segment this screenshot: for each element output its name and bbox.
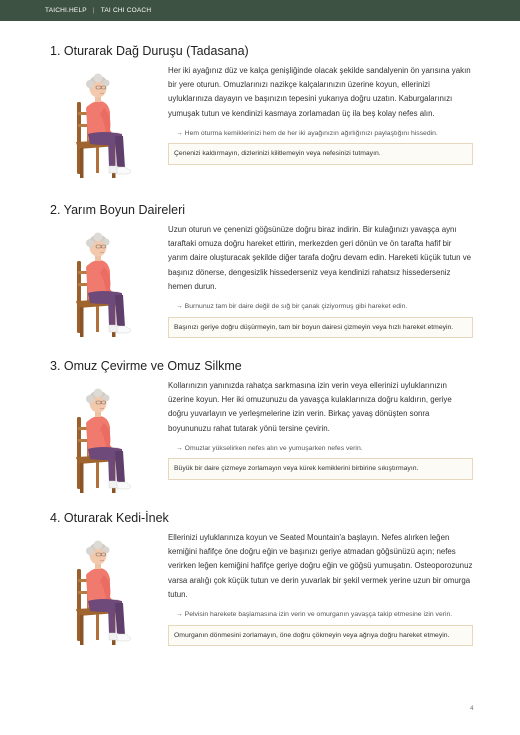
exercise-title: 1. Oturarak Dağ Duruşu (Tadasana): [50, 44, 249, 58]
exercise-description: Kollarınızın yanınızda rahatça sarkmasına izin verin veya ellerinizi uyluklarınızın üzerine koyun. Her iki omuzunuzu da yavaşça kulaklarınıza doğru kaldırın, geriye doğru yuvarlayın ve yerleşmelerine izin verin. Birkaç yavaş dönüşten sonra boyununuzu rahat tutarak yönü tersine çevirin.: [168, 381, 452, 433]
header-section-label: TAI CHI COACH: [100, 7, 152, 14]
header-separator: |: [92, 7, 95, 14]
exercise-content: [168, 223, 473, 338]
top-header-bar: [0, 0, 520, 21]
exercise-tip: → Burnunuz tam bir daire değil de sığ bir çanak çiziyormuş gibi hareket edin.: [176, 303, 408, 311]
exercise-tip: → Hem oturma kemiklerinizi hem de her iki ayağınızın ağırlığınızı paylaştığını hissedin.: [176, 129, 438, 137]
exercise-title: 2. Yarım Boyun Daireleri: [50, 203, 186, 217]
exercise-description: Uzun oturun ve çenenizi göğsünüze doğru biraz indirin. Bir kulağınızı yavaşça aynı taraftaki omuza doğru hareket ettirin, merkezden geri dönün ve ön tarafta hafif bir yarım daire oluşturacak şekilde diğer tarafa doğru devam edin. Hareketi küçük tutun ve başınız döners‌e, dengesizlik hissederseniz veya kendinizi rahatsız hissederseniz hemen durun.: [168, 225, 472, 291]
seated-woman-illustration: [60, 383, 140, 495]
caution-box: Omurganın dönmesini zorlamayın, öne doğru çökmeyin veya ağrıya doğru hareket etmeyin.: [168, 625, 473, 647]
exercise-content: [168, 64, 473, 165]
exercise-title: 3. Omuz Çevirme ve Omuz Silkme: [50, 359, 242, 373]
exercise-tip: → Pelvisin harekete başlamasına izin verin ve omurganın yavaşça takip etmesine izin verin.: [176, 611, 453, 619]
caution-box: Çenenizi kaldırmayın, dizlerinizi kilitlemeyin veya nefesinizi tutmayın.: [168, 143, 473, 165]
exercise-content: [168, 379, 473, 480]
caution-box: Büyük bir daire çizmeye zorlamayın veya kürek kemiklerini birbirine sıkıştırmayın.: [168, 458, 473, 480]
seated-woman-illustration: [60, 535, 140, 647]
brand-name[interactable]: TAICHI.HELP: [45, 7, 87, 14]
exercise-description: Ellerinizi uyluklarınıza koyun ve Seated Mountain'a başlayın. Nefes alırken leğen kemiğini hafifçe öne doğru eğin ve başınızı geriye atmadan göğsünüzü açın; nefes verirken leğen kemiğini hafifçe geriye doğru eğin ve göğsü yumuşatın. Osteoporozunuz varsa aralığı çok küçük tutun ve derin yuvarlak bir şekil vermek yerine uzun bir omurga tutun.: [168, 533, 473, 599]
exercise-content: [168, 531, 473, 646]
page-number: 4: [470, 705, 474, 712]
seated-woman-illustration: [60, 68, 140, 180]
exercise-title: 4. Oturarak Kedi-İnek: [50, 511, 169, 525]
exercise-tip: → Omuzlar yükselirken nefes alın ve yumuşarken nefes verin.: [176, 444, 363, 452]
seated-woman-illustration: [60, 227, 140, 339]
exercise-description: Her iki ayağınız düz ve kalça genişliğinde olacak şekilde sandalyenin ön yarısına yakın bir yere oturun. Omuzlarınızı nazikçe kalçalarınızın üzerine koyun, ellerinizi uyluklarınıza dayayın ve başınızın tepesini yukarıya doğru uzatın. Kaburgalarınızı yumuşak tutun ve kendinizi kasmaya zorlamadan üç ila beş kolay nefes alın.: [168, 66, 471, 118]
caution-box: Başınızı geriye doğru düşürmeyin, tam bir boyun dairesi çizmeyin veya hızlı hareket etmeyin.: [168, 317, 473, 339]
